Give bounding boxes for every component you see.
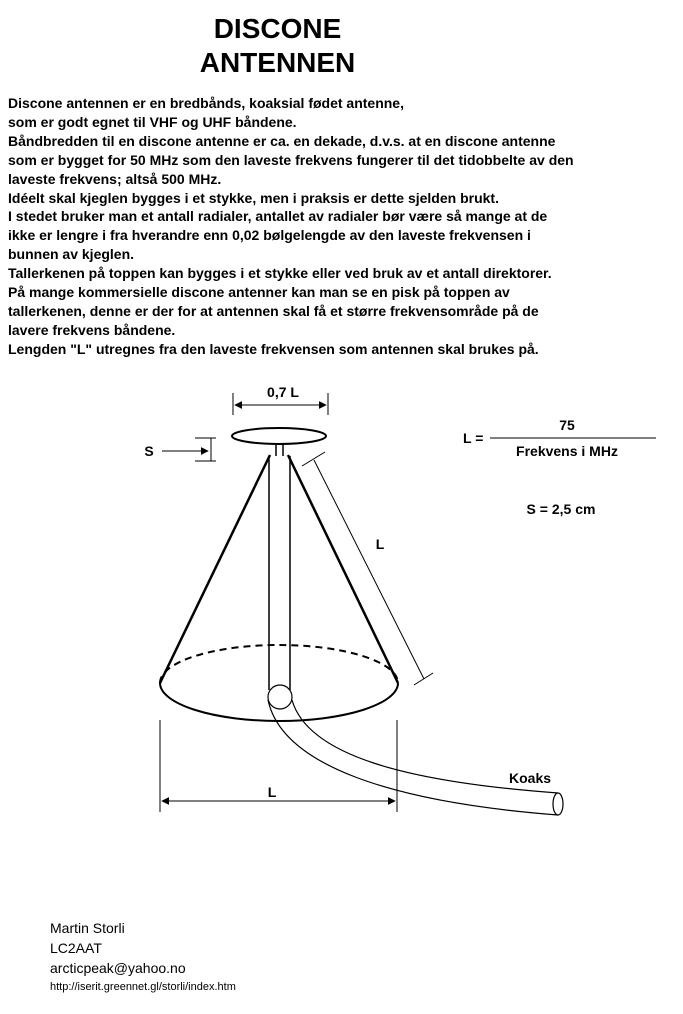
paragraph-line: som er godt egnet til VHF og UHF båndene. <box>8 113 297 130</box>
coax-label: Koaks <box>509 770 552 786</box>
paragraph-line: Discone antennen er en bredbånds, koaksial fødet antenne, <box>8 95 404 111</box>
base-width-dimension <box>160 720 397 812</box>
title-line-1: DISCONE <box>213 13 342 44</box>
base-width-label: L <box>267 784 277 800</box>
title-line-2: ANTENNEN <box>199 47 356 78</box>
formula-numerator: 75 <box>559 417 575 433</box>
spacing-value: S = 2,5 cm <box>526 501 596 517</box>
paragraph-line: ikke er lengre i fra hverandre enn 0,02 bølgelengde av den laveste frekvensen i <box>8 227 531 244</box>
cone-side-label: L <box>375 536 385 552</box>
paragraph-line: I stedet bruker man et antall radialer, antallet av radialer bør være så mange at de <box>8 208 548 225</box>
paragraph-line: lavere frekvens båndene. <box>8 321 176 338</box>
spacing-dimension <box>162 438 216 461</box>
disc-width-label: 0,7 L <box>267 384 299 400</box>
author-url[interactable]: http://iserit.greennet.gl/storli/index.htm <box>50 981 236 993</box>
coax-cable <box>268 685 563 815</box>
paragraph-line: bunnen av kjeglen. <box>8 246 135 263</box>
author-footer <box>50 918 236 996</box>
formula-lhs: L = <box>463 430 484 446</box>
cone <box>160 455 398 721</box>
paragraph-line: Tallerkenen på toppen kan bygges i et stykke eller ved bruk av et antall direktorer. <box>8 265 552 282</box>
paragraph-line: som er bygget for 50 MHz som den laveste frekvens fungerer til det tidobbelte av den <box>8 151 574 168</box>
center-feed-rod <box>269 444 290 690</box>
formula-denominator: Frekvens i MHz <box>516 443 618 459</box>
disc <box>232 428 326 444</box>
author-callsign: LC2AAT <box>50 940 102 956</box>
paragraph-line: tallerkenen, denne er der for at antennen skal få et større frekvensområde på de <box>8 302 539 319</box>
paragraph-line: laveste frekvens; altså 500 MHz. <box>8 170 222 187</box>
author-email[interactable]: arcticpeak@yahoo.no <box>50 960 186 976</box>
cone-side-dimension <box>302 452 433 685</box>
paragraph-line: Idéelt skal kjeglen bygges i et stykke, men i praksis er dette sjelden brukt. <box>8 189 499 206</box>
paragraph-line: Båndbredden til en discone antenne er ca. en dekade, d.v.s. at en discone antenne <box>8 132 556 149</box>
paragraph-line: Lengden "L" utregnes fra den laveste frekvensen som antennen skal brukes på. <box>8 340 539 357</box>
length-formula <box>463 417 656 459</box>
author-name: Martin Storli <box>50 920 125 936</box>
paragraph-line: På mange kommersielle discone antenner kan man se en pisk på toppen av <box>8 284 510 301</box>
spacing-label: S <box>144 443 154 459</box>
